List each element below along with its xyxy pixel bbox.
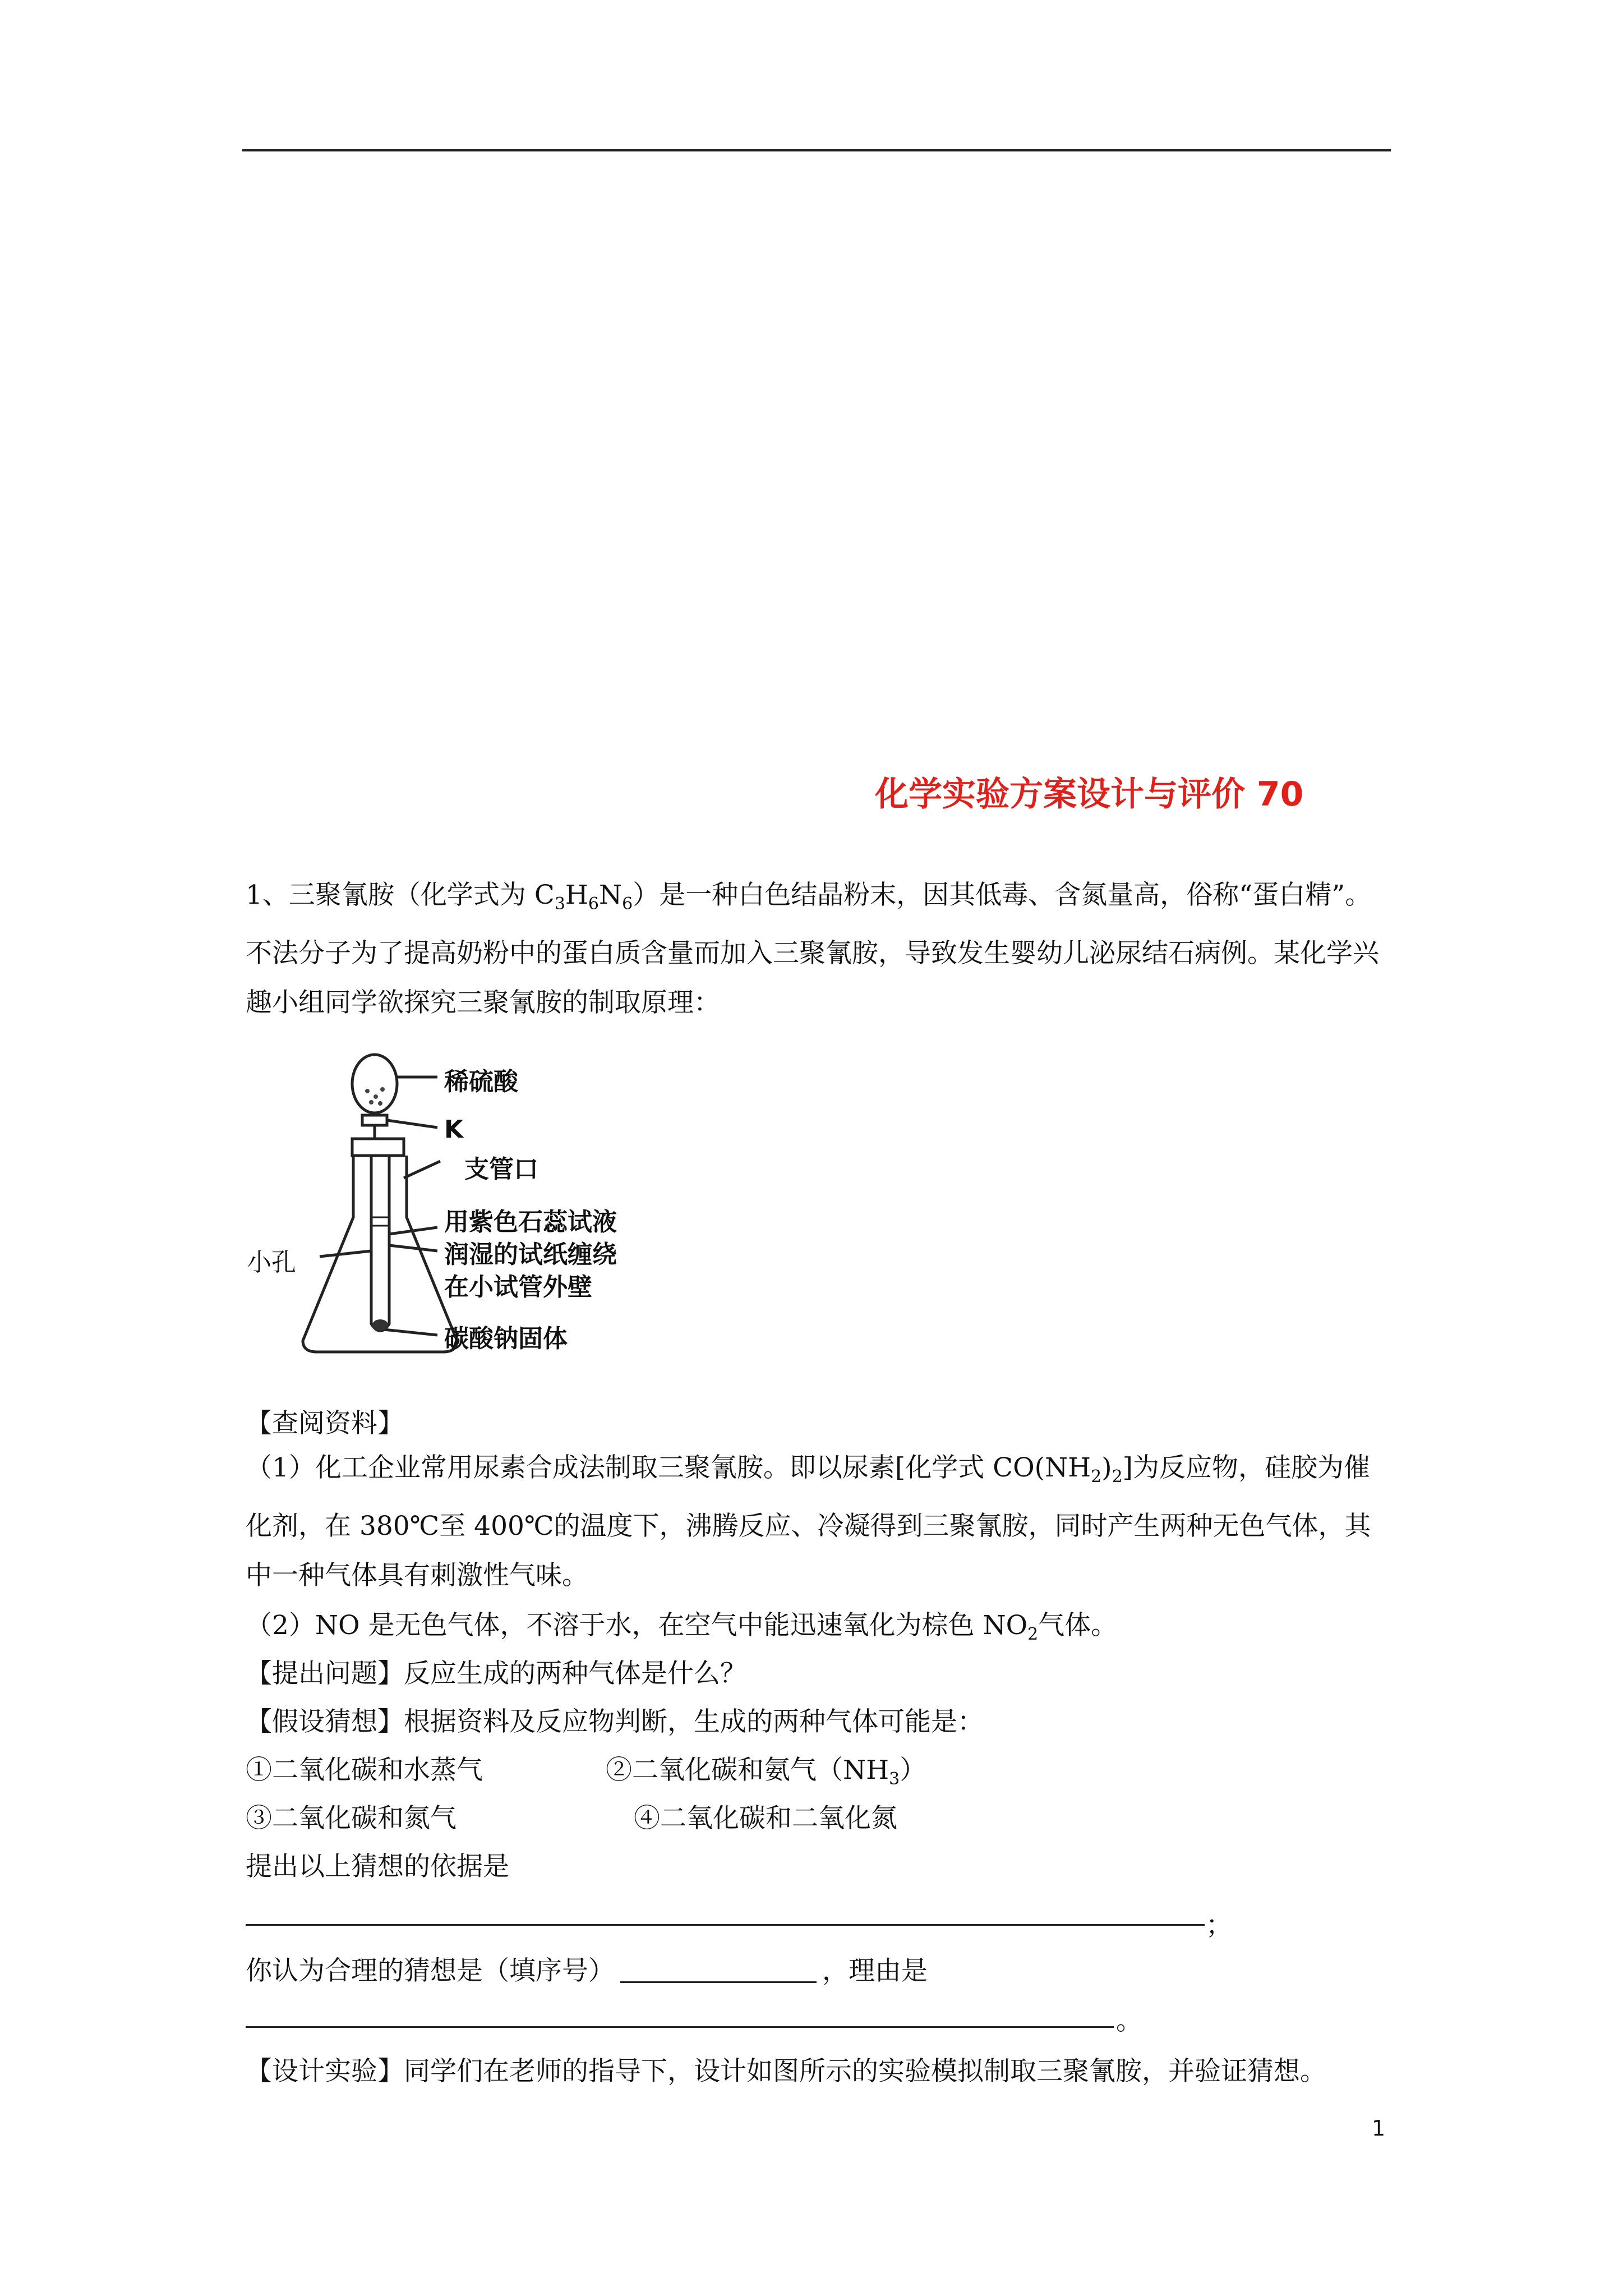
answer-blank-choice[interactable] [620,1959,817,1983]
label-branch-port: 支管口 [464,1155,538,1184]
label-valve-k: K [444,1115,464,1144]
label-dilute-acid: 稀硫酸 [444,1068,518,1096]
question-intro: 1、三聚氰胺（化学式为 $C_3H_6N_6$）是一种白色结晶粉末，因其低毒、含氮量高，俗称“蛋白精”。不法分子为了提高奶粉中的蛋白质含量而加入三聚氰胺，导致发生婴幼儿泌尿结石病例。某化学兴趣小组同学欲探究三聚氰胺的制取原理： [246,880,1379,1018]
question-heading: 【提出问题】反应生成的两种气体是什么？ [246,1658,746,1689]
label-small-hole: 小孔 [247,1248,296,1277]
basis-prompt: 提出以上猜想的依据是 [246,1851,509,1882]
header-rule [242,149,1391,151]
label-paper-line3: 在小试管外壁 [444,1273,592,1301]
hypothesis-heading: 【假设猜想】根据资料及反应物判断，生成的两种气体可能是： [246,1706,984,1737]
page-number: 1 [1372,2116,1386,2141]
option-4: ④二氧化碳和二氧化氮 [634,1803,897,1834]
label-sodium-carbonate: 碳酸钠固体 [444,1324,568,1353]
option-1: ①二氧化碳和水蒸气 [246,1755,483,1786]
option-2: ②二氧化碳和氨气$(NH_3)$ [606,1755,926,1789]
answer-blank-basis[interactable] [246,1924,1205,1926]
option-3: ③二氧化碳和氮气 [246,1803,457,1834]
info-paragraph-2: （2）NO 是无色气体，不溶于水，在空气中能迅速氧化为棕色 $NO_2$气体。 [246,1610,1118,1644]
question-number: 1、 [246,880,289,910]
section-info-heading: 【查阅资料】 [246,1408,404,1439]
period: 。 [1116,2005,1142,2036]
reasonable-prompt: 你认为合理的猜想是（填序号） ，理由是 [246,1955,928,1986]
semicolon: ； [1206,1910,1232,1941]
info-paragraph-1: （1）化工企业常用尿素合成法制取三聚氰胺。即以尿素[化学式 $CO(NH_2)_2$]为反应物，硅胶为催化剂，在 380℃至 400℃的温度下，沸腾反应、冷凝得到三聚氰胺，同时产生两种无色气体，其中一种气体具有刺激性气味。 [246,1452,1371,1591]
label-paper-line1: 用紫色石蕊试液 [444,1208,617,1236]
answer-blank-reason[interactable] [246,2026,1114,2028]
apparatus-figure [247,1049,673,1363]
page-title: 化学实验方案设计与评价 70 [875,775,1304,814]
design-paragraph: 【设计实验】同学们在老师的指导下，设计如图所示的实验模拟制取三聚氰胺，并验证猜想。 [246,2056,1326,2087]
label-paper-line2: 润湿的试纸缠绕 [444,1240,617,1269]
